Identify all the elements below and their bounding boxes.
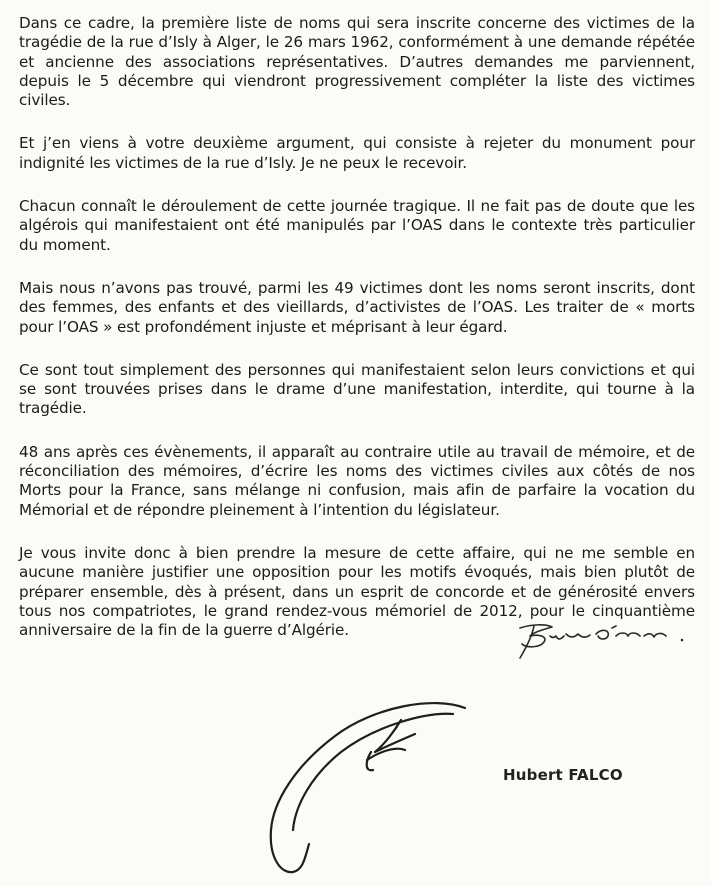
signer-name: Hubert FALCO: [503, 766, 623, 784]
paragraph-6: 48 ans après ces évènements, il apparaît au contraire utile au travail de mémoire, et de réconciliation des mémoires, d’écrire les noms des victimes civiles aux côtés de nos Morts pour la France, sans mélange ni confusion, mais afin de parfaire la vocation du Mémorial et de répondre pleinement à l’intention du législateur.: [19, 442, 695, 519]
letter-body: [19, 14, 695, 640]
paragraph-5: Ce sont tout simplement des personnes qui manifestaient selon leurs convictions et qui se sont trouvées prises dans le drame d’une manifestation, interdite, qui tourne à la tragédie.: [19, 360, 695, 418]
paragraph-7: Je vous invite donc à bien prendre la mesure de cette affaire, qui ne me semble en aucune manière justifier une opposition pour les motifs évoqués, mais bien plutôt de préparer ensemble, dès à présent, dans un esprit de concorde et de générosité envers tous nos compatriotes, le grand rendez-vous mémoriel de 2012, pour le cinquantième anniversaire de la fin de la guerre d’Algérie.: [19, 543, 695, 640]
paragraph-2: Et j’en viens à votre deuxième argument, qui consiste à rejeter du monument pour indignité les victimes de la rue d’Isly. Je ne peux le recevoir.: [19, 134, 695, 172]
paragraph-4: Mais nous n’avons pas trouvé, parmi les 49 victimes dont les noms seront inscrits, dont des femmes, des enfants et des vieillards, d’activistes de l’OAS. Les traiter de « morts pour l’OAS » est profondément injuste et méprisant à leur égard.: [19, 278, 695, 336]
signature: [255, 690, 495, 880]
paragraph-3: Chacun connaît le déroulement de cette journée tragique. Il ne fait pas de doute que les algérois qui manifestaient ont été manipulés par l’OAS dans le contexte très particulier du moment.: [19, 197, 695, 254]
paragraph-1: Dans ce cadre, la première liste de noms qui sera inscrite concerne des victimes de la tragédie de la rue d’Isly à Alger, le 26 mars 1962, conformément à une demande répétée et ancienne des associations représentatives. D’autres demandes me parviennent, depuis le 5 décembre qui viendront progressivement compléter la liste des victimes civiles.: [19, 14, 695, 110]
handwritten-closing: [512, 618, 692, 662]
